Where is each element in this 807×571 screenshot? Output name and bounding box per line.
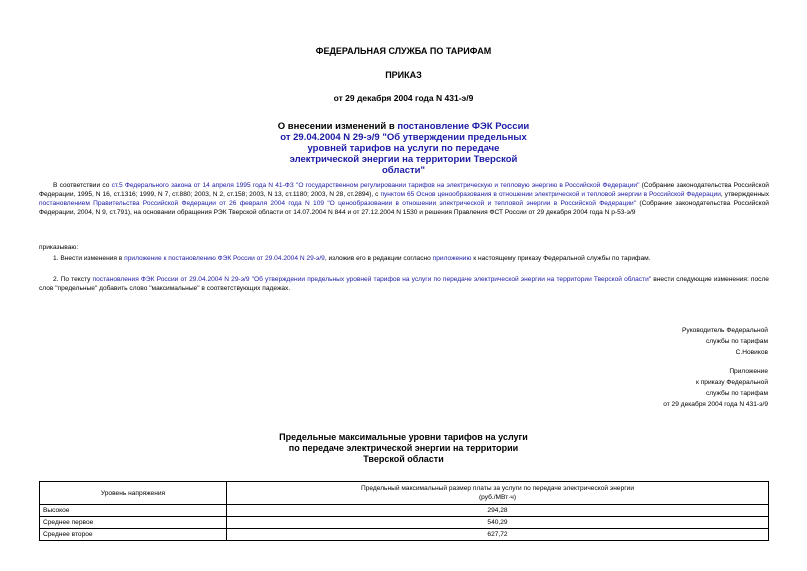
row-voltage-level: Среднее второе [40,529,227,541]
order-item-2 [39,275,769,293]
order-word: приказываю: [39,244,79,251]
row-voltage-level: Высокое [40,505,227,517]
signature-line-1: Руководитель Федеральной [682,327,768,334]
attachment-line-4: от 29 декабря 2004 года N 431-э/9 [663,401,768,408]
item2-text-2: внести следующие изменения: после слов "предельные" добавить слово "максимальные" в соответствующих падежах. [39,276,769,292]
table-row [40,505,769,517]
row-fee-value: 540,29 [227,517,769,529]
table-title-line-3: Тверской области [363,454,444,464]
table-row [40,529,769,541]
preamble-text-3: , утвержденных [720,191,770,198]
decree-text-link[interactable]: постановления ФЭК России от 29.04.2004 N 29-э/9 "Об утверждении предельных уровней тарифов на услуги по передаче электрической энергии на территории Тверской области" [92,276,652,283]
signature-name: С.Новиков [735,349,768,356]
header-max-fee-line-1: Предельный максимальный размер платы за услуги по передаче электрической энергии [360,485,635,492]
preamble-text-2: (Собрание законодательства Российской Федерации, 1995, N 16, ст.1316; 1999, N 7, ст.880; 2003, N 2, ст.158; 2003, N 13, ст.1180; 2003, N 28, ст.2894), с [39,182,769,198]
document-subject [0,121,807,176]
preamble-text-1: В соответствии со [53,182,112,189]
row-voltage-level: Среднее первое [40,517,227,529]
order-item-1 [39,254,769,263]
subject-prefix: О внесении изменений в [277,121,398,132]
pricing-basics-link[interactable]: пунктом 65 Основ ценообразования в отношении электрической и тепловой энергии в Российской Федерации [380,191,721,198]
subject-link[interactable]: постановление ФЭК России от 29.04.2004 N 29-э/9 "Об утверждении предельных уровней тарифов на услуги по передаче электрической энергии на территории Тверской области" [280,121,530,176]
document-date-number: от 29 декабря 2004 года N 431-э/9 [333,93,474,103]
item2-text-1: 2. По тексту [53,276,93,283]
table-row [40,517,769,529]
signature-block [682,325,768,358]
document-type: ПРИКАЗ [385,70,422,80]
item1-text-1: 1. Внести изменения в [53,255,125,262]
item1-text-3: к настоящему приказу Федеральной службы по тарифам. [471,255,651,262]
preamble-paragraph [39,181,769,217]
header-voltage-level: Уровень напряжения [40,482,227,505]
table-header-row [40,482,769,505]
table-title [0,432,807,465]
table-title-line-2: по передаче электрической энергии на территории [288,443,519,453]
row-fee-value: 294,28 [227,505,769,517]
attachment-block [663,366,768,410]
appendix-decree-link[interactable]: приложение к постановлению ФЭК России от 29.04.2004 N 29-э/9 [124,255,325,262]
header-max-fee-unit: (руб./МВт·ч) [478,494,517,501]
attachment-line-1: Приложение [729,368,768,375]
government-decree-link[interactable]: постановлением Правительства Российской Федерации от 26 февраля 2004 года N 109 "О ценообразовании в отношении электрической и тепловой энергии в Российской Федерации" [39,200,637,207]
signature-line-2: службы по тарифам [705,338,768,345]
row-fee-value: 627,72 [227,529,769,541]
preamble-text-4: (Собрание законодательства Российской Федерации, 2004, N 9, ст.791), на основании обращения РЭК Тверской области от 14.07.2004 N 844 и от 27.12.2004 N 1530 и решения Правления ФСТ России от 29 декабря 2004 года N р-53-э/9 [39,200,769,216]
item1-text-2: , изложив его в редакции согласно [324,255,433,262]
appendix-link[interactable]: приложению [432,255,472,262]
header-max-fee [227,482,769,505]
attachment-line-2: к приказу Федеральной [696,379,768,386]
law-link[interactable]: ст.5 Федерального закона от 14 апреля 1995 года N 41-ФЗ "О государственном регулировании тарифов на электрическую и тепловую энергию в Российской Федерации" [111,182,640,189]
attachment-line-3: службы по тарифам [705,390,768,397]
tariff-table [39,481,769,541]
organization-name: ФЕДЕРАЛЬНАЯ СЛУЖБА ПО ТАРИФАМ [315,46,492,56]
table-title-line-1: Предельные максимальные уровни тарифов на услуги [279,432,528,442]
